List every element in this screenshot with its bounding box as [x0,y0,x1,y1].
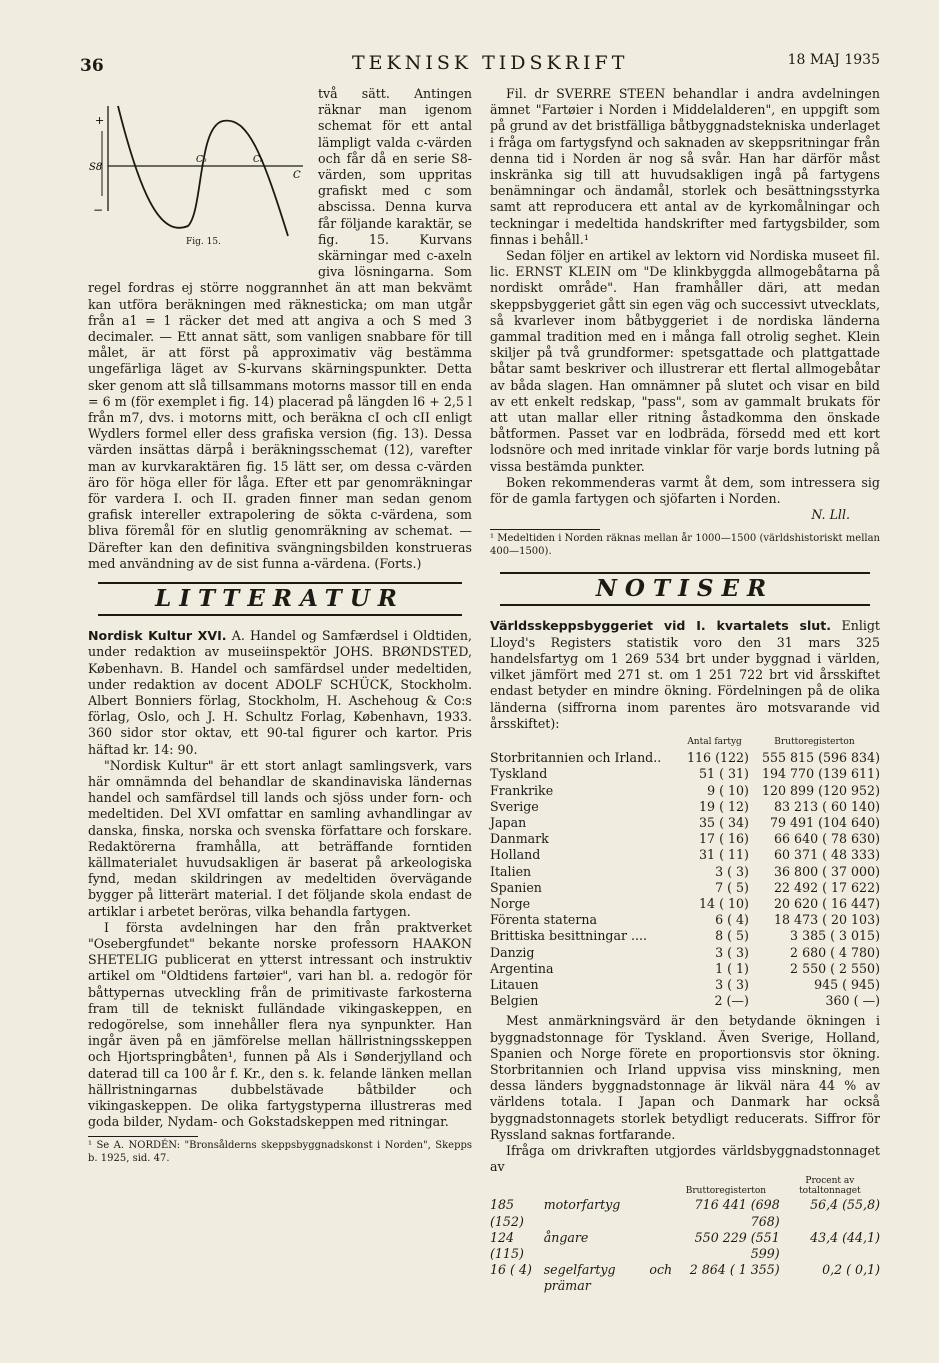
shipbuilding-table [490,734,880,1009]
table-row [490,961,880,977]
curve-diagram [88,86,310,256]
ships-cell: 9 ( 10) [707,782,749,798]
ships-cell: 17 ( 16) [699,831,749,847]
tons-cell: 194 770 (139 611) [762,766,880,782]
tons-cell: 36 800 ( 37 000) [774,863,880,879]
review-paragraph-6: Boken rekommenderas varmt åt dem, som intressera sig för de gamla fartygen och sjöfarten i Norden. [490,474,880,507]
table-row [490,1262,880,1294]
ships-cell: 31 ( 11) [699,847,749,863]
ships-cell: 2 (—) [714,993,749,1009]
table-row [490,783,880,799]
ships-cell: 3 ( 3) [715,863,749,879]
review-paragraph-3: I första avdelningen har den från praktverket "Osebergfundet" bekante norske professorn HAAKON SHETELIG publicerat en ytterst intressant och instruktiv artikel om "Oldtidens fartøier", vari han bl. a. redogör för båttypernas utveckling från de primitivaste farkosterna fram till de tekniskt fulländade vikingaskeppen, en redogörelse, som innehåller flera nya synpunkter. Han ingår även på en jämförelse mellan hällristningsskeppen och Hjortspringbåten¹, funnen på Als i Sønderjylland och daterad till ca 100 år f. Kr., den s. k. felande länken mellan hällristningarnas dubbelstävade båtbilder och vikingaskeppen. De olika fartygstyperna illustreras med goda bilder, Nydam- och Gokstadskeppen med ritningar. [88,919,472,1130]
right-column [490,86,880,1295]
ships-cell: 3 ( 3) [715,944,749,960]
propulsion-table [490,1175,880,1294]
drive-tons-cell: 716 441 (698 768) [694,1197,780,1229]
pct-cell: 56,4 (55,8) [810,1197,880,1213]
count-cell: 16 ( 4) [490,1262,532,1278]
country-cell: Förenta staterna [490,912,597,928]
table-row [490,928,880,944]
table-row [490,896,880,912]
ships-cell: 6 ( 4) [715,912,749,928]
country-cell: Holland [490,847,541,863]
tons-cell: 120 899 (120 952) [762,782,880,798]
notice-paragraph [490,618,880,731]
table-row [490,815,880,831]
type-cell: segelfartyg och prämar [543,1262,673,1294]
country-cell: Storbritannien och Irland.. [490,750,662,766]
table-row [490,864,880,880]
country-cell: Sverige [490,798,539,814]
review-title: Nordisk Kultur XVI. [88,628,227,644]
ships-cell: 51 ( 31) [699,766,749,782]
label-plus: + [95,114,105,127]
footnote-left-text: ¹ Se A. NORDÉN: "Bronsålderns skeppsbyggnadskonst i Norden", Skepps b. 1925, sid. 47. [88,1140,472,1165]
tons-cell: 3 385 ( 3 015) [790,928,880,944]
tons-cell: 360 ( —) [825,993,880,1009]
country-cell: Japan [490,814,527,830]
country-cell: Argentina [490,960,554,976]
tons-cell: 555 815 (596 834) [762,750,880,766]
country-cell: Brittiska besittningar .... [490,928,648,944]
tons-cell: 20 620 ( 16 447) [774,895,880,911]
country-cell: Norge [490,895,531,911]
table-row [490,831,880,847]
tons-cell: 2 550 ( 2 550) [790,960,880,976]
count-cell: 124 (115) [490,1229,524,1261]
table-row [490,880,880,896]
page-header [80,52,880,82]
col-tons-header: Bruttoregisterton [774,736,855,747]
col-drive-tons-header: Bruttoregisterton [685,1186,767,1197]
journal-title: TEKNISK TIDSKRIFT [352,52,629,74]
table-row [490,977,880,993]
page-number: 36 [80,56,104,76]
country-cell: Tyskland [490,766,548,782]
footnote-right-text: ¹ Medeltiden i Norden räknas mellan år 1000—1500 (världshistoriskt mellan 400—1500). [490,533,880,558]
table-row [490,766,880,782]
footnote-right [490,529,880,558]
tons-cell: 79 491 (104 640) [770,814,880,830]
table-row [490,912,880,928]
section-heading-notiser: NOTISER [500,572,870,606]
country-cell: Spanien [490,879,542,895]
table-row [490,945,880,961]
ships-cell: 8 ( 5) [715,928,749,944]
country-cell: Danzig [490,944,535,960]
tons-cell: 66 640 ( 78 630) [774,831,880,847]
country-cell: Litauen [490,976,539,992]
table-row [490,1197,880,1229]
review-signature: N. Lll. [811,507,850,523]
figure-15 [88,86,310,264]
tons-cell: 22 492 ( 17 622) [774,879,880,895]
country-cell: Belgien [490,993,539,1009]
tons-cell: 945 ( 945) [814,976,880,992]
pct-cell: 43,4 (44,1) [810,1229,880,1245]
review-paragraph-2: "Nordisk Kultur" är ett stort anlagt samlingsverk, vars här omnämnda del behandlar de skandinaviska ländernas handel och samfärdsel till lands och sjöss under forn- och medeltiden. Del XVI omfattar en samling avhandlingar av danska, finska, norska och svenska författare och forskare. Redaktörerna framhålla, att beträffande forntiden källmaterialet huvudsakligen är baserat på arkeologiska fynd, medan skildringen av medeltiden övervägande bygger på litterärt material. I det följande skola endast de artiklar i arbetet beröras, vilka behandla fartygen. [88,757,472,919]
tons-cell: 60 371 ( 48 333) [774,847,880,863]
label-c1: C₀ [196,155,207,165]
pct-cell: 0,2 ( 0,1) [822,1262,880,1278]
figure-caption: Fig. 15. [186,237,221,247]
count-cell: 185 (152) [490,1197,524,1229]
label-c2: Cₕ [253,155,264,165]
type-cell: ångare [543,1229,589,1245]
label-s8: S8 [89,162,103,173]
intro-paragraph: två sätt. Antingen räknar man igenom schemat för ett antal lämpligt valda c-värden och får då en serie S8-värden, som uppritas grafiskt med c som abscissa. Denna kurva får följande karaktär, se fig. 15. Kurvans skärningar med c-axeln giva lösningarna. Som regel fordras ej större noggrannhet än att man bekvämt kan utföra beräkningen med räknesticka; om man utgår från a1 = 1 räcker det med att angiva a och S med 3 decimaler. — Ett annat sätt, som vanligen snabbare för till målet, är att först på approximativ väg bestämma ungefärliga läget av S-kurvans skärningspunkter. Detta sker genom att slå tillsammans motorns massor till en enda = 6 m (för exemplet i fig. 14) placerad på längden l6 + 2,5 l från m7, dvs. i motorns mitt, och beräkna cI och cII enligt Wydlers formel eller dess grafiska version (fig. 13). Dessa värden insättas därpå i beräkningsschemat (12), varefter man av kurvkaraktären fig. 15 lätt ser, om dessa c-värden äro för höga eller för låga. Efter ett par genomräkningar för vardera I. och II. graden finner man sedan genom grafisk intereller extrapolering de sökta c-värdena, som bliva föremål för en slutlig genomräkning av schemat. — Därefter kan den definitiva svängningsbilden konstrueras med användning av de sist funna a-värdena. (Forts.) [88,86,472,571]
ships-cell: 14 ( 10) [699,895,749,911]
notice-body: Enligt Lloyd's Registers statistik voro den 31 mars 325 handelsfartyg om 1 269 534 brt under byggnad i världen, vilket jämfört med 271 st. om 1 251 722 brt vid årsskiftet endast betyder en mindre ökning. Fördelningen på de olika länderna (siffrorna inom parentes äro motsvarande vid årsskiftet): [490,618,880,731]
country-cell: Frankrike [490,782,554,798]
ships-cell: 35 ( 34) [699,814,749,830]
tons-cell: 18 473 ( 20 103) [774,912,880,928]
drive-tons-cell: 550 229 (551 599) [694,1229,780,1261]
s-curve [118,106,288,236]
section-heading-litteratur: LITTERATUR [98,582,462,616]
table-row [490,993,880,1009]
table-row [490,799,880,815]
country-cell: Danmark [490,831,549,847]
ships-cell: 19 ( 12) [699,798,749,814]
review-paragraph-4: Fil. dr SVERRE STEEN behandlar i andra avdelningen ämnet "Fartøier i Norden i Middelalderen", en uppgift som på grund av det bristfälliga båtbyggnadstekniska underlaget i fråga om fartygsfynd och saknaden av skeppsritningar från denna tid i Norden är nog så svår. Han har därför måst inskränka sig till att huvudsakligen ingå på fartygens benämningar och ändamål, storlek och besättningsstyrka samt att reproducera ett antal av de kyrkomålningar och teckningar i medeltida handskrifter med fartygsbilder, som finnas i behåll.¹ [490,86,880,247]
ships-cell: 116 (122) [687,750,749,766]
issue-date: 18 MAJ 1935 [787,52,880,68]
ships-cell: 3 ( 3) [715,976,749,992]
notice-title: Världsskeppsbyggeriet vid I. kvartalets slut. [490,618,832,634]
type-cell: motorfartyg [543,1197,621,1213]
label-minus: − [93,203,104,217]
drive-tons-cell: 2 864 ( 1 355) [689,1262,780,1278]
col-ships-header: Antal fartyg [687,736,742,747]
ships-cell: 1 ( 1) [715,960,749,976]
table-row [490,1230,880,1262]
col-drive-pct-header: Procent av totaltonnaget [799,1176,861,1197]
review-body: A. Handel og Samfærdsel i Oldtiden, under redaktion av museiinspektör JOHS. BRØNDSTED, København. B. Handel och samfärdsel under medeltiden, under redaktion av docent ADOLF SCHÜCK, Stockholm. Albert Bonniers förlag, Stockholm, H. Aschehoug & Co:s förlag, Oslo, och J. H. Schultz Forlag, København, 1933. 360 sidor stor oktav, ett 90-tal figurer och kartor. Pris häftad kr. 14: 90. [88,628,472,757]
paragraph-drive: Ifråga om drivkraften utgjordes världsbyggnadstonnaget av [490,1142,880,1175]
label-c: C [293,170,301,181]
ships-cell: 7 ( 5) [715,879,749,895]
paragraph-after-table: Mest anmärkningsvärd är den betydande ökningen i byggnadstonnage för Tyskland. Även Sverige, Holland, Spanien och Norge förete en proportionsvis stor ökning. Storbritannien och Irland uppvisa viss minskning, men dessa länders byggnadstonnage är likväl nära 44 % av världens totala. I Japan och Danmark har också byggnadstonnagets storlek betydligt reducerats. Siffror för Ryssland saknas fortfarande. [490,1013,880,1142]
tons-cell: 2 680 ( 4 780) [790,944,880,960]
left-column [88,86,472,1165]
review-header [88,628,472,758]
review-paragraph-5: Sedan följer en artikel av lektorn vid Nordiska museet fil. lic. ERNST KLEIN om "De klinkbyggda allmogebåtarna på nordiskt område". Han framhåller däri, att medan skeppsbyggeriet gått sin egen väg och successivt utvecklats, så kvarlever inom båtbyggeriet i de nordiska länderna gammal tradition med en i många fall otrolig seghet. Klein skiljer på två grundformer: spetsgattade och plattgattade båtar samt beskriver och illustrerar ett flertal allmogebåtar av båda slagen. Han omnämner på slutet och visar en bild av ett enkelt redskap, "pass", som av gammalt brukats för att utan mallar eller ritning åstadkomma den önskade båtformen. Passet var en lodbräda, försedd med ett kort lodsnöre och med inritade vinklar för varje bords lutning på vissa bestämda punkter. [490,248,880,474]
tons-cell: 83 213 ( 60 140) [774,798,880,814]
table-row [490,847,880,863]
footnote-left [88,1136,472,1165]
country-cell: Italien [490,863,532,879]
table-row [490,750,880,766]
